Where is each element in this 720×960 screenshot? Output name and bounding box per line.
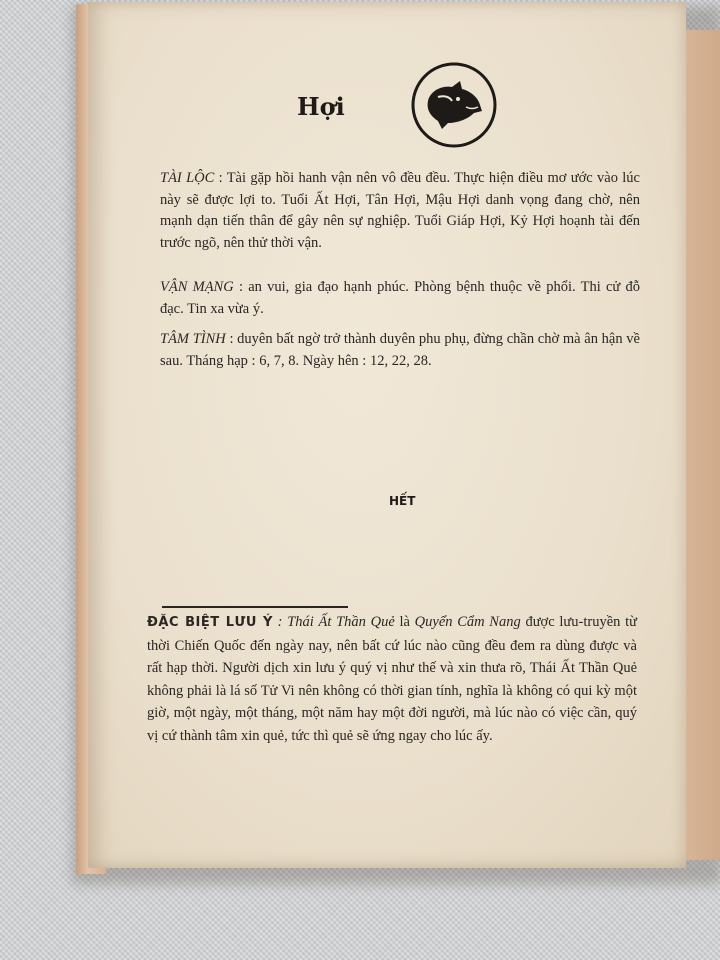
section-van-mang (160, 277, 640, 320)
pig-head-icon (408, 61, 500, 149)
footnote-mid: là (394, 614, 415, 630)
section-label: TÂM TÌNH (160, 331, 226, 347)
footnote-colon: : (272, 614, 288, 630)
footnote-lead: ĐẶC BIỆT LƯU Ý (147, 615, 273, 630)
footnote-text: được lưu-truyền từ thời Chiến Quốc đến ngày nay, nên bất cứ lúc nào cũng đều đem ra dùng được và rất hạp thời. Người dịch xin lưu ý quý vị như thế và xin thưa rõ, Thái Ất Thần Quẻ không phải là lá số Tử Vi nên không có thời gian tính, nghĩa là không có qui kỳ một giờ, một ngày, một tháng, một năm hay một đời người, mà lúc nào có việc cần, quý vị cứ thành tâm xin quẻ, tức thì quẻ sẽ ứng ngay cho lúc ấy. (147, 614, 637, 744)
section-label: VẬN MẠNG (160, 279, 234, 295)
section-label: TÀI LỘC (160, 170, 215, 186)
section-tai-loc (160, 168, 640, 254)
footnote-rule (162, 606, 348, 608)
section-tam-tinh (160, 329, 640, 372)
footnote-title: Thái Ất Thần Quẻ (287, 614, 395, 630)
book-right-edge (680, 30, 720, 860)
page-title: Hợi (297, 92, 345, 121)
section-text: : an vui, gia đạo hạnh phúc. Phòng bệnh thuộc về phổi. Thi cử đỗ đạc. Tin xa vừa ý. (160, 279, 640, 317)
section-text: : Tài gặp hồi hanh vận nên vô đều đều. Thực hiện điều mơ ước vào lúc này sẽ được lợi to. Tuổi Ất Hợi, Tân Hợi, Mậu Hợi danh vọng đang chờ, nên mạnh dạn tiến thân để gây nên sự nghiệp. Tuổi Giáp Hợi, Kỷ Hợi hoạnh tài đến trước ngõ, nên thử thời vận. (160, 170, 640, 251)
footnote-book: Quyển Cẩm Nang (414, 614, 521, 630)
footnote (147, 611, 637, 747)
section-text: : duyên bất ngờ trở thành duyên phu phụ, đừng chần chờ mà ân hận về sau. Tháng hạp : 6, 7, 8. Ngày hên : 12, 22, 28. (160, 331, 640, 369)
end-mark: HẾT (389, 494, 416, 508)
